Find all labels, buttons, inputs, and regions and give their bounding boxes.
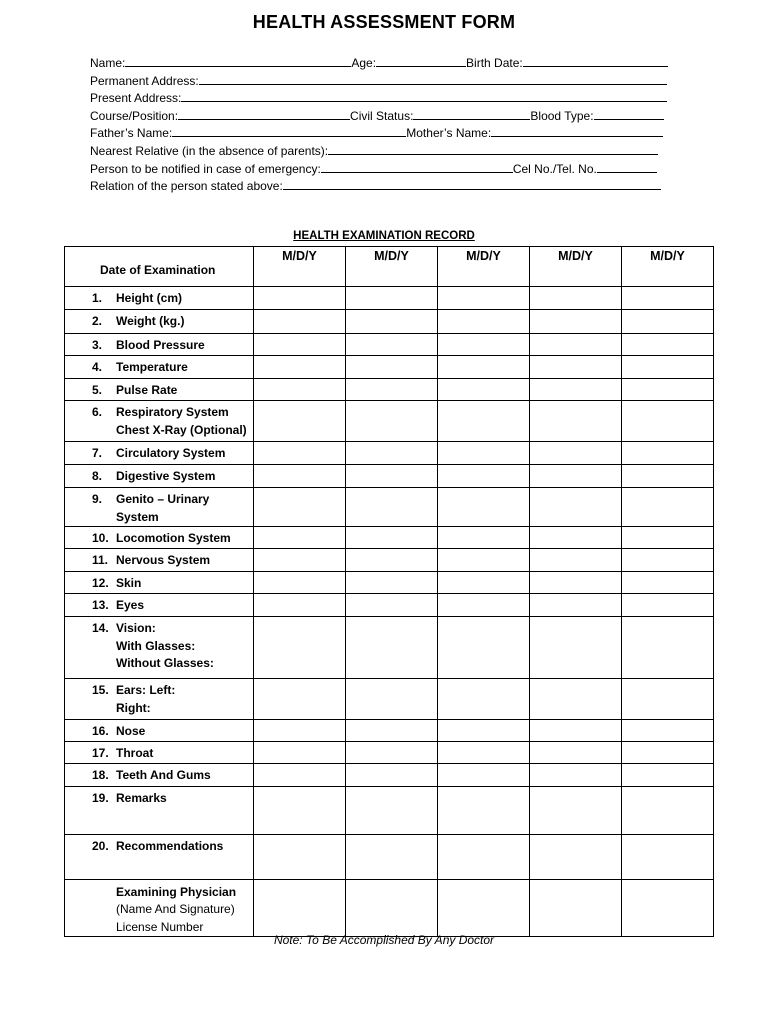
result-cell[interactable] bbox=[622, 287, 714, 310]
result-cell[interactable] bbox=[254, 527, 346, 549]
exam-item-cell bbox=[65, 763, 254, 786]
result-cell[interactable] bbox=[346, 442, 438, 465]
item-number: 1. bbox=[92, 291, 103, 305]
exam-item-cell bbox=[65, 488, 254, 527]
exam-item-cell bbox=[65, 442, 254, 465]
result-cell[interactable] bbox=[346, 617, 438, 679]
result-cell[interactable] bbox=[530, 741, 622, 763]
result-cell[interactable] bbox=[530, 679, 622, 720]
result-cell[interactable] bbox=[622, 465, 714, 488]
result-cell[interactable] bbox=[346, 356, 438, 379]
result-cell[interactable] bbox=[254, 379, 346, 401]
item-label: Locomotion System bbox=[116, 531, 231, 545]
result-cell[interactable] bbox=[622, 356, 714, 379]
result-cell[interactable] bbox=[622, 310, 714, 334]
physician-signature-cell[interactable] bbox=[438, 879, 530, 937]
physician-signature-label: (Name And Signature) bbox=[116, 902, 235, 916]
result-cell[interactable] bbox=[346, 401, 438, 442]
item-label: Recommendations bbox=[116, 838, 224, 853]
health-examination-table bbox=[64, 246, 714, 937]
result-cell[interactable] bbox=[530, 334, 622, 356]
result-cell[interactable] bbox=[438, 527, 530, 549]
result-cell[interactable] bbox=[530, 401, 622, 442]
item-label: Circulatory System bbox=[116, 446, 226, 460]
item-label: Weight (kg.) bbox=[116, 314, 185, 328]
result-cell[interactable] bbox=[438, 572, 530, 594]
exam-item-cell bbox=[65, 356, 254, 379]
physician-signature-cell[interactable] bbox=[346, 879, 438, 937]
exam-item-cell bbox=[65, 401, 254, 442]
result-cell[interactable] bbox=[622, 594, 714, 617]
result-cell[interactable] bbox=[346, 379, 438, 401]
fill-in-blank[interactable] bbox=[172, 125, 406, 137]
info-line bbox=[90, 90, 680, 108]
result-cell[interactable] bbox=[254, 442, 346, 465]
field-label: Person to be notified in case of emergency: bbox=[90, 161, 321, 176]
table-row bbox=[65, 763, 714, 786]
info-line bbox=[90, 55, 680, 73]
fill-in-blank[interactable] bbox=[199, 73, 667, 85]
exam-item-cell bbox=[65, 334, 254, 356]
item-number: 15. bbox=[92, 683, 109, 697]
date-column-3[interactable]: M/D/Y bbox=[438, 247, 530, 287]
result-cell[interactable] bbox=[254, 763, 346, 786]
item-number: 3. bbox=[92, 338, 103, 352]
result-cell[interactable] bbox=[254, 786, 346, 834]
table-row bbox=[65, 527, 714, 549]
exam-item-cell bbox=[65, 594, 254, 617]
result-cell[interactable] bbox=[438, 465, 530, 488]
result-cell[interactable] bbox=[530, 786, 622, 834]
result-cell[interactable] bbox=[346, 720, 438, 742]
table-row bbox=[65, 356, 714, 379]
item-label: Remarks bbox=[116, 790, 167, 805]
result-cell[interactable] bbox=[254, 617, 346, 679]
personal-info-section bbox=[90, 55, 680, 196]
table-row bbox=[65, 334, 714, 356]
exam-item-cell bbox=[65, 679, 254, 720]
item-label: Digestive System bbox=[116, 469, 216, 483]
physician-signature-cell[interactable] bbox=[254, 879, 346, 937]
result-cell[interactable] bbox=[254, 720, 346, 742]
table-row bbox=[65, 572, 714, 594]
result-cell[interactable] bbox=[254, 834, 346, 879]
item-label: Skin bbox=[116, 576, 142, 590]
result-cell[interactable] bbox=[530, 549, 622, 572]
date-column-2[interactable]: M/D/Y bbox=[346, 247, 438, 287]
field-label: Birth Date: bbox=[466, 56, 523, 70]
result-cell[interactable] bbox=[530, 763, 622, 786]
result-cell[interactable] bbox=[438, 679, 530, 720]
item-label: Respiratory System Chest X-Ray (Optional) bbox=[116, 405, 247, 437]
result-cell[interactable] bbox=[346, 741, 438, 763]
table-row bbox=[65, 310, 714, 334]
info-line bbox=[90, 125, 680, 143]
date-column-5[interactable]: M/D/Y bbox=[622, 247, 714, 287]
field-label: Blood Type: bbox=[530, 108, 594, 123]
item-number: 11. bbox=[92, 553, 109, 567]
result-cell[interactable] bbox=[622, 334, 714, 356]
fill-in-blank[interactable] bbox=[413, 108, 530, 120]
field-label: Permanent Address: bbox=[90, 73, 199, 88]
info-line bbox=[90, 108, 680, 126]
date-of-examination-label: Date of Examination bbox=[65, 247, 254, 287]
item-label: Blood Pressure bbox=[116, 338, 205, 352]
field-label: Cel No./Tel. No. bbox=[512, 161, 597, 176]
result-cell[interactable] bbox=[622, 763, 714, 786]
table-row bbox=[65, 488, 714, 527]
result-cell[interactable] bbox=[254, 310, 346, 334]
item-number: 19. bbox=[92, 790, 109, 805]
form-title: HEALTH ASSESSMENT FORM bbox=[252, 12, 516, 32]
result-cell[interactable] bbox=[438, 763, 530, 786]
result-cell[interactable] bbox=[438, 741, 530, 763]
result-cell[interactable] bbox=[438, 442, 530, 465]
physician-signature-cell[interactable] bbox=[530, 879, 622, 937]
result-cell[interactable] bbox=[438, 379, 530, 401]
physician-row bbox=[65, 879, 714, 937]
item-number: 6. bbox=[92, 405, 103, 419]
result-cell[interactable] bbox=[254, 287, 346, 310]
table-row bbox=[65, 741, 714, 763]
result-cell[interactable] bbox=[622, 488, 714, 527]
result-cell[interactable] bbox=[530, 594, 622, 617]
item-number: 5. bbox=[92, 383, 103, 397]
result-cell[interactable] bbox=[530, 465, 622, 488]
result-cell[interactable] bbox=[438, 334, 530, 356]
result-cell[interactable] bbox=[622, 617, 714, 679]
exam-item-cell bbox=[65, 834, 254, 879]
item-number: 13. bbox=[92, 598, 109, 612]
field-label: Name: bbox=[90, 56, 126, 70]
field-label: Age: bbox=[351, 56, 377, 70]
result-cell[interactable] bbox=[438, 287, 530, 310]
result-cell[interactable] bbox=[530, 287, 622, 310]
result-cell[interactable] bbox=[346, 465, 438, 488]
fill-in-blank[interactable] bbox=[283, 178, 661, 190]
result-cell[interactable] bbox=[346, 594, 438, 617]
result-cell[interactable] bbox=[622, 741, 714, 763]
fill-in-blank[interactable] bbox=[125, 55, 351, 67]
item-number: 8. bbox=[92, 469, 103, 483]
result-cell[interactable] bbox=[622, 527, 714, 549]
result-cell[interactable] bbox=[254, 594, 346, 617]
field-label: Father’s Name: bbox=[90, 126, 173, 141]
result-cell[interactable] bbox=[346, 549, 438, 572]
item-label: Ears: Left: Right: bbox=[116, 683, 176, 715]
item-label: Throat bbox=[116, 745, 154, 760]
result-cell[interactable] bbox=[346, 310, 438, 334]
field-label: Mother’s Name: bbox=[406, 126, 492, 141]
result-cell[interactable] bbox=[530, 834, 622, 879]
field-label: Present Address: bbox=[90, 91, 182, 106]
result-cell[interactable] bbox=[622, 379, 714, 401]
result-cell[interactable] bbox=[346, 572, 438, 594]
info-line bbox=[90, 143, 680, 161]
result-cell[interactable] bbox=[346, 488, 438, 527]
result-cell[interactable] bbox=[622, 679, 714, 720]
item-number: 2. bbox=[92, 314, 103, 328]
field-label: Relation of the person stated above: bbox=[90, 179, 283, 194]
fill-in-blank[interactable] bbox=[321, 161, 513, 173]
result-cell[interactable] bbox=[254, 741, 346, 763]
result-cell[interactable] bbox=[622, 442, 714, 465]
table-row bbox=[65, 679, 714, 720]
table-row bbox=[65, 442, 714, 465]
table-row bbox=[65, 834, 714, 879]
item-number: 10. bbox=[92, 531, 109, 545]
date-column-1[interactable]: M/D/Y bbox=[254, 247, 346, 287]
exam-item-cell bbox=[65, 310, 254, 334]
table-row bbox=[65, 287, 714, 310]
item-number: 17. bbox=[92, 745, 109, 760]
date-column-4[interactable]: M/D/Y bbox=[530, 247, 622, 287]
table-row bbox=[65, 594, 714, 617]
result-cell[interactable] bbox=[622, 549, 714, 572]
fill-in-blank[interactable] bbox=[376, 55, 466, 67]
item-number: 14. bbox=[92, 621, 109, 635]
exam-item-cell bbox=[65, 527, 254, 549]
result-cell[interactable] bbox=[622, 572, 714, 594]
table-row bbox=[65, 720, 714, 742]
fill-in-blank[interactable] bbox=[523, 55, 668, 67]
result-cell[interactable] bbox=[438, 720, 530, 742]
exam-item-cell bbox=[65, 720, 254, 742]
result-cell[interactable] bbox=[346, 679, 438, 720]
result-cell[interactable] bbox=[530, 356, 622, 379]
item-number: 7. bbox=[92, 446, 103, 460]
result-cell[interactable] bbox=[530, 488, 622, 527]
fill-in-blank[interactable] bbox=[328, 143, 658, 155]
fill-in-blank[interactable] bbox=[594, 108, 664, 120]
result-cell[interactable] bbox=[530, 617, 622, 679]
item-label: Vision: With Glasses: Without Glasses: bbox=[116, 621, 214, 670]
result-cell[interactable] bbox=[622, 401, 714, 442]
item-number: 18. bbox=[92, 767, 109, 782]
fill-in-blank[interactable] bbox=[597, 161, 657, 173]
result-cell[interactable] bbox=[346, 334, 438, 356]
result-cell[interactable] bbox=[346, 527, 438, 549]
result-cell[interactable] bbox=[254, 401, 346, 442]
item-label: Genito – Urinary System bbox=[116, 492, 210, 524]
table-header-row bbox=[65, 247, 714, 287]
table-row bbox=[65, 549, 714, 572]
item-number: 16. bbox=[92, 724, 109, 738]
result-cell[interactable] bbox=[346, 763, 438, 786]
exam-item-cell bbox=[65, 741, 254, 763]
result-cell[interactable] bbox=[254, 679, 346, 720]
exam-item-cell bbox=[65, 287, 254, 310]
record-title: HEALTH EXAMINATION RECORD bbox=[293, 230, 475, 242]
exam-item-cell bbox=[65, 786, 254, 834]
exam-item-cell bbox=[65, 617, 254, 679]
table-row bbox=[65, 617, 714, 679]
exam-item-cell bbox=[65, 549, 254, 572]
fill-in-blank[interactable] bbox=[181, 90, 667, 102]
item-number: 20. bbox=[92, 838, 109, 853]
exam-item-cell bbox=[65, 572, 254, 594]
info-line bbox=[90, 161, 680, 179]
result-cell[interactable] bbox=[622, 786, 714, 834]
result-cell[interactable] bbox=[254, 334, 346, 356]
info-line bbox=[90, 73, 680, 91]
result-cell[interactable] bbox=[438, 834, 530, 879]
result-cell[interactable] bbox=[254, 572, 346, 594]
result-cell[interactable] bbox=[622, 834, 714, 879]
field-label: Nearest Relative (in the absence of parents): bbox=[90, 143, 329, 158]
result-cell[interactable] bbox=[254, 549, 346, 572]
result-cell[interactable] bbox=[438, 310, 530, 334]
info-line bbox=[90, 178, 680, 196]
item-number: 9. bbox=[92, 492, 103, 506]
field-label: Course/Position: bbox=[90, 108, 179, 123]
item-label: Height (cm) bbox=[116, 291, 182, 305]
physician-signature-cell[interactable] bbox=[622, 879, 714, 937]
fill-in-blank[interactable] bbox=[491, 125, 663, 137]
item-label: Teeth And Gums bbox=[116, 767, 211, 782]
item-label: Eyes bbox=[116, 598, 145, 612]
physician-cell bbox=[65, 879, 254, 937]
item-label: Temperature bbox=[116, 360, 188, 374]
result-cell[interactable] bbox=[530, 527, 622, 549]
table-row bbox=[65, 379, 714, 401]
result-cell[interactable] bbox=[438, 549, 530, 572]
result-cell[interactable] bbox=[438, 617, 530, 679]
exam-item-cell bbox=[65, 465, 254, 488]
result-cell[interactable] bbox=[438, 356, 530, 379]
result-cell[interactable] bbox=[254, 465, 346, 488]
table-row bbox=[65, 401, 714, 442]
item-label: Nervous System bbox=[116, 553, 211, 567]
physician-title: Examining Physician bbox=[116, 884, 237, 899]
result-cell[interactable] bbox=[530, 379, 622, 401]
result-cell[interactable] bbox=[530, 720, 622, 742]
item-number: 4. bbox=[92, 360, 103, 374]
footer-note: Note: To Be Accomplished By Any Doctor bbox=[273, 933, 495, 947]
result-cell[interactable] bbox=[438, 488, 530, 527]
result-cell[interactable] bbox=[530, 442, 622, 465]
item-number: 12. bbox=[92, 576, 109, 590]
result-cell[interactable] bbox=[530, 572, 622, 594]
result-cell[interactable] bbox=[622, 720, 714, 742]
result-cell[interactable] bbox=[254, 488, 346, 527]
item-label: Nose bbox=[116, 724, 146, 738]
fill-in-blank[interactable] bbox=[178, 108, 350, 120]
result-cell[interactable] bbox=[438, 401, 530, 442]
table-row bbox=[65, 465, 714, 488]
result-cell[interactable] bbox=[530, 310, 622, 334]
exam-item-cell bbox=[65, 379, 254, 401]
item-label: Pulse Rate bbox=[116, 383, 178, 397]
result-cell[interactable] bbox=[438, 786, 530, 834]
field-label: Civil Status: bbox=[350, 108, 414, 123]
result-cell[interactable] bbox=[346, 834, 438, 879]
result-cell[interactable] bbox=[346, 786, 438, 834]
result-cell[interactable] bbox=[346, 287, 438, 310]
physician-license-label: License Number bbox=[116, 919, 204, 934]
result-cell[interactable] bbox=[438, 594, 530, 617]
table-row bbox=[65, 786, 714, 834]
result-cell[interactable] bbox=[254, 356, 346, 379]
